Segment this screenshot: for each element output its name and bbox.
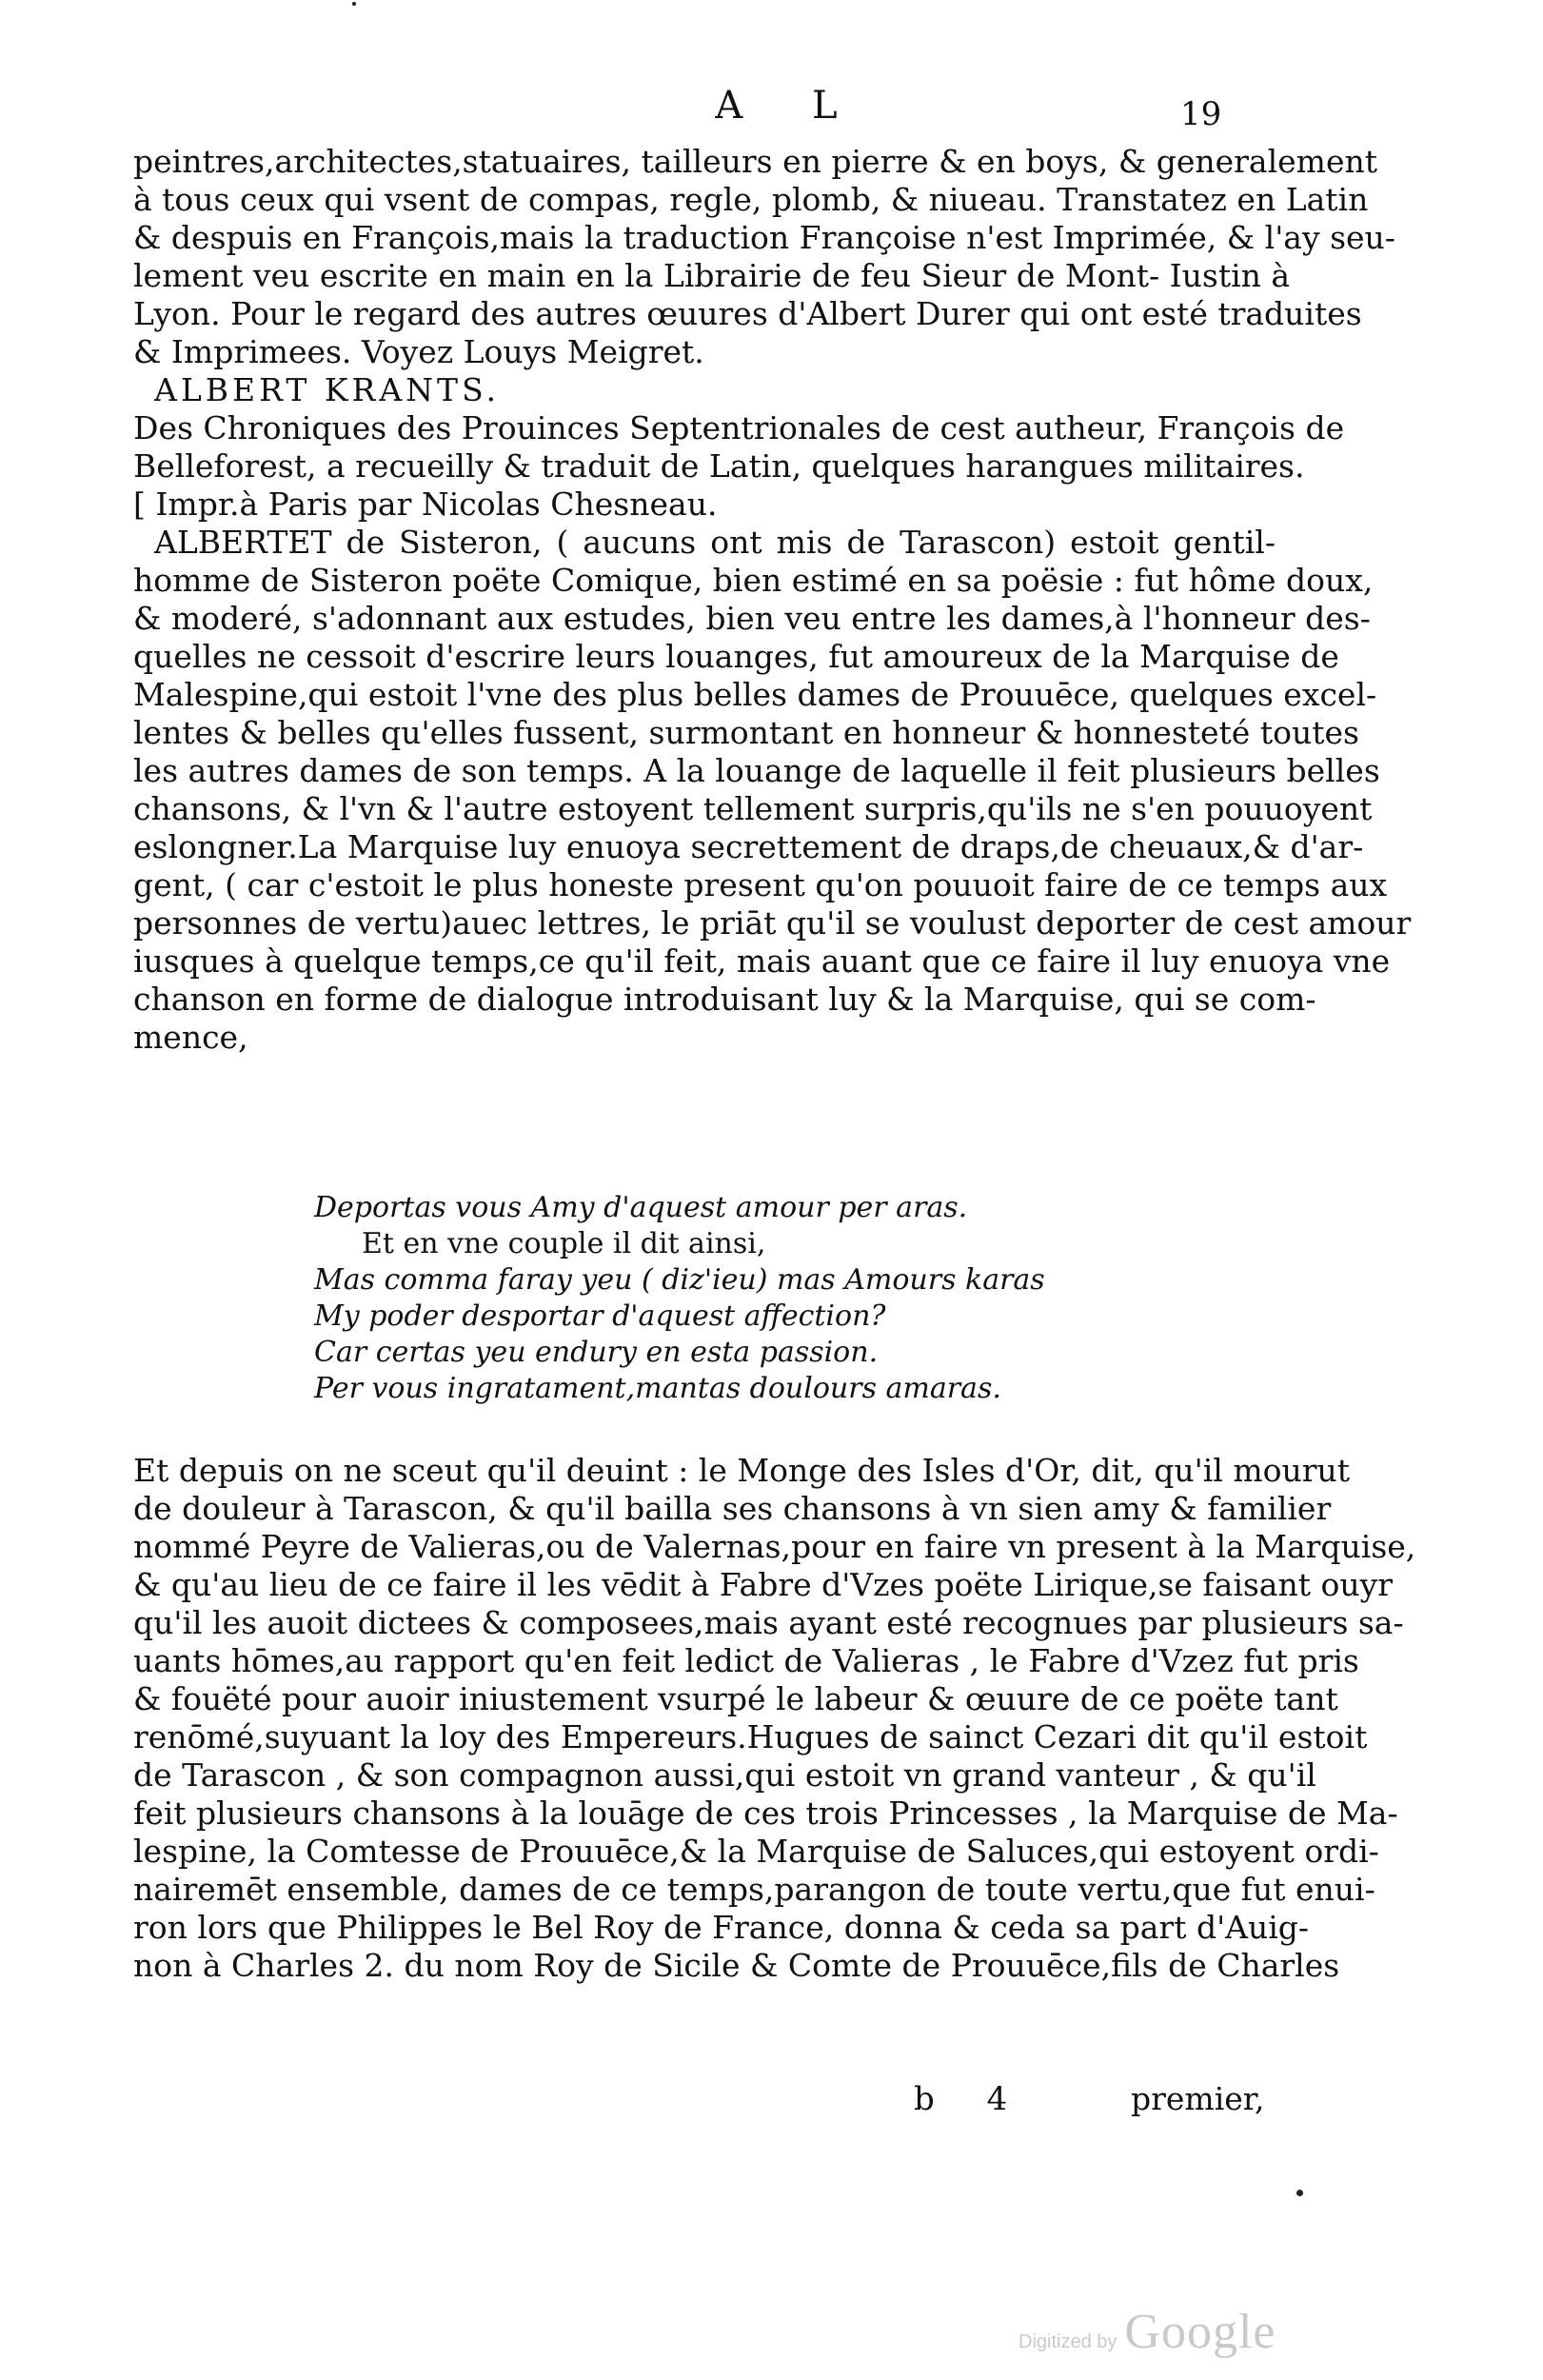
- google-logo: Google: [1124, 2305, 1276, 2359]
- verse-line: My poder desportar d'aquest affection?: [314, 1299, 886, 1333]
- text-line: & Imprimees. Voyez Louys Meigret.: [133, 333, 704, 370]
- text-line: uants hōmes,au rapport qu'en feit ledict de Valieras , le Fabre d'Vzez fut pris: [133, 1642, 1359, 1679]
- text-line: lespine, la Comtesse de Prouuēce,& la Marquise de Saluces,qui estoyent ordi-: [133, 1833, 1379, 1870]
- text-line: feit plusieurs chansons à la louāge de ces trois Princesses , la Marquise de Ma-: [133, 1795, 1398, 1832]
- verse-intro-line: Et en vne couple il dit ainsi,: [362, 1227, 766, 1260]
- text-line: non à Charles 2. du nom Roy de Sicile & Comte de Prouuēce,fils de Charles: [133, 1947, 1340, 1984]
- main-text-block: [133, 143, 1412, 1057]
- ink-speck: [352, 2, 356, 6]
- text-line: qu'il les auoit dictees & composees,mais ayant esté recognues par plusieurs sa-: [133, 1604, 1404, 1641]
- text-line: renōmé,suyuant la loy des Empereurs.Hugues de sainct Cezari dit qu'il estoit: [133, 1718, 1368, 1755]
- text-line: Malespine,qui estoit l'vne des plus belles dames de Prouuēce, quelques excel-: [133, 676, 1377, 713]
- text-line: Des Chroniques des Prouinces Septentrionales de cest autheur, François de: [133, 409, 1345, 446]
- text-line: les autres dames de son temps. A la louange de laquelle il feit plusieurs belles: [133, 752, 1380, 789]
- text-line: ron lors que Philippes le Bel Roy de France, donna & ceda sa part d'Auig-: [133, 1909, 1310, 1946]
- text-line: iusques à quelque temps,ce qu'il feit, mais auant que ce faire il luy enuoya vne: [133, 942, 1391, 980]
- watermark-prefix: Digitized by: [1019, 2331, 1118, 2352]
- verse-line: Deportas vous Amy d'aquest amour per aras.: [314, 1191, 968, 1224]
- entry-heading: ALBERT KRANTS.: [154, 371, 500, 408]
- text-line: nairemēt ensemble, dames de ce temps,parangon de toute vertu,que fut enui-: [133, 1871, 1375, 1908]
- text-line: de Tarascon , & son compagnon aussi,qui estoit vn grand vanteur , & qu'il: [133, 1756, 1316, 1794]
- text-line: lentes & belles qu'elles fussent, surmontant en honneur & honnesteté toutes: [133, 714, 1359, 751]
- text-line: chanson en forme de dialogue introduisant luy & la Marquise, qui se com-: [133, 981, 1316, 1018]
- closing-paragraph: [133, 1452, 1416, 1985]
- text-line: & qu'au lieu de ce faire il les vēdit à Fabre d'Vzes poëte Lirique,se faisant ouyr: [133, 1566, 1394, 1603]
- digitization-watermark: [1019, 2304, 1276, 2360]
- text-line: personnes de vertu)auec lettres, le priāt qu'il se voulust deporter de cest amour: [133, 904, 1412, 942]
- ink-speck: [1296, 2190, 1303, 2196]
- text-line: à tous ceux qui vsent de compas, regle, plomb, & niueau. Transtatez en Latin: [133, 181, 1369, 218]
- text-line: nommé Peyre de Valieras,ou de Valernas,pour en faire vn present à la Marquise,: [133, 1528, 1416, 1565]
- text-line: chansons, & l'vn & l'autre estoyent tellement surpris,qu'ils ne s'en pouuoyent: [133, 790, 1373, 827]
- text-line: eslongner.La Marquise luy enuoya secrettement de draps,de cheuaux,& d'ar-: [133, 828, 1364, 865]
- text-line: & moderé, s'adonnant aux estudes, bien veu entre les dames,à l'honneur des-: [133, 600, 1371, 637]
- verse-line: Mas comma faray yeu ( diz'ieu) mas Amours karas: [314, 1263, 1045, 1297]
- text-line: lement veu escrite en main en la Librairie de feu Sieur de Mont- Iustin à: [133, 257, 1291, 294]
- page-number: 19: [1180, 95, 1222, 133]
- verse-line: Per vous ingratament,mantas doulours amaras.: [314, 1372, 1001, 1405]
- text-line: & fouëté pour auoir iniustement vsurpé le labeur & œuure de ce poëte tant: [133, 1680, 1338, 1717]
- verse-block: [314, 1190, 1076, 1407]
- entry-heading-line: ALBERTET de Sisteron, ( aucuns ont mis de Tarascon) estoit gentil-: [154, 524, 1276, 561]
- running-head: A L: [715, 84, 866, 128]
- text-line: Belleforest, a recueilly & traduit de Latin, quelques harangues militaires.: [133, 447, 1305, 485]
- text-line: mence,: [133, 1019, 248, 1056]
- catchword: premier,: [1131, 2080, 1265, 2117]
- text-line: [ Impr.à Paris par Nicolas Chesneau.: [133, 486, 718, 523]
- text-line: homme de Sisteron poëte Comique, bien estimé en sa poësie : fut hôme doux,: [133, 562, 1374, 599]
- text-line: de douleur à Tarascon, & qu'il bailla ses chansons à vn sien amy & familier: [133, 1490, 1332, 1527]
- text-line: Lyon. Pour le regard des autres œuures d'Albert Durer qui ont esté traduites: [133, 295, 1362, 332]
- text-line: peintres,architectes,statuaires, tailleurs en pierre & en boys, & generalement: [133, 143, 1377, 180]
- text-line: gent, ( car c'estoit le plus honeste present qu'on pouuoit faire de ce temps aux: [133, 866, 1388, 903]
- signature-mark: b 4: [914, 2080, 1029, 2118]
- text-line: Et depuis on ne sceut qu'il deuint : le Monge des Isles d'Or, dit, qu'il mourut: [133, 1452, 1351, 1489]
- text-line: quelles ne cessoit d'escrire leurs louanges, fut amoureux de la Marquise de: [133, 638, 1339, 675]
- text-line: & despuis en François,mais la traduction Françoise n'est Imprimée, & l'ay seu-: [133, 219, 1395, 256]
- verse-line: Car certas yeu endury en esta passion.: [314, 1336, 879, 1369]
